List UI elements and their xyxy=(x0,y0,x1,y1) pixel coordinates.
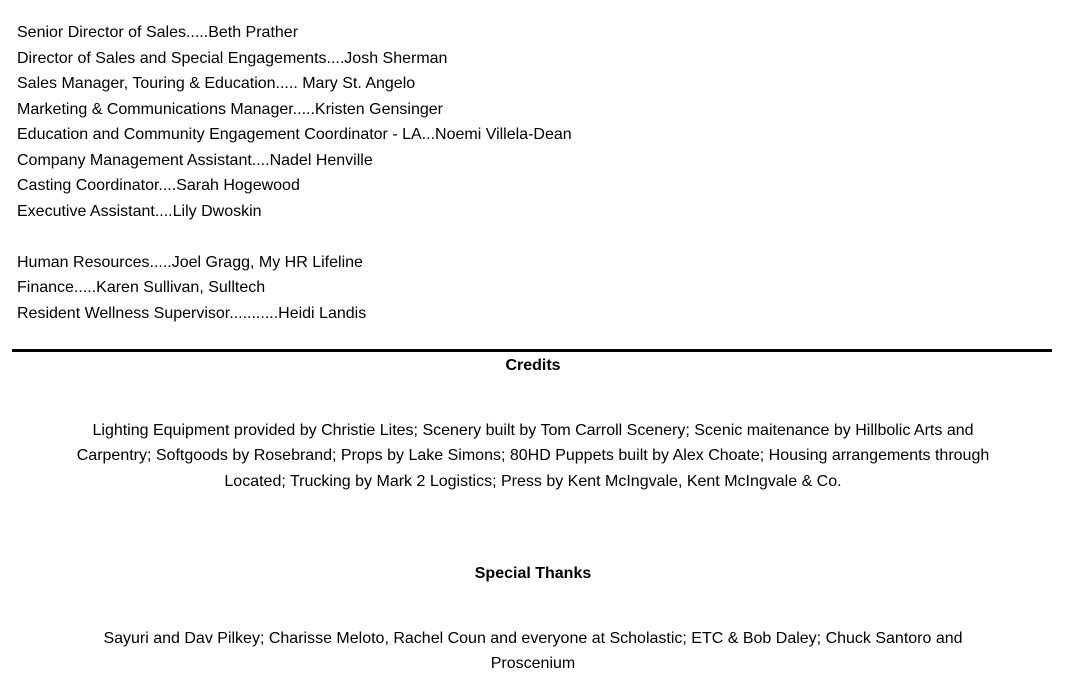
credits-paragraph-line: Located; Trucking by Mark 2 Logistics; Press by Kent McIngvale, Kent McIngvale & Co. xyxy=(224,472,842,490)
credits-paragraph xyxy=(0,418,1066,495)
admin-list-section xyxy=(0,250,1066,327)
staff-credit-line: Director of Sales and Special Engagements....Josh Sherman xyxy=(17,49,448,67)
special-thanks-line: Proscenium xyxy=(490,655,576,672)
staff-credit-line: Marketing & Communications Manager.....Kristen Gensinger xyxy=(17,100,443,118)
staff-credit-line: Sales Manager, Touring & Education..... Mary St. Angelo xyxy=(17,75,416,92)
staff-credit-line: Education and Community Engagement Coordinator - LA...Noemi Villela-Dean xyxy=(17,126,572,143)
credits-paragraph-line: Carpentry; Softgoods by Rosebrand; Props by Lake Simons; 80HD Puppets built by Alex Choate; Housing arrangements through xyxy=(76,447,990,464)
staff-credit-line: Finance.....Karen Sullivan, Sulltech xyxy=(17,279,266,296)
staff-list-section xyxy=(0,0,1066,224)
staff-credit-line: Senior Director of Sales.....Beth Prather xyxy=(17,24,299,41)
special-thanks-heading: Special Thanks xyxy=(474,564,592,582)
special-thanks-paragraph xyxy=(0,626,1066,677)
special-thanks-line: Sayuri and Dav Pilkey; Charisse Meloto, Rachel Coun and everyone at Scholastic; ETC & Bob Daley; Chuck Santoro and xyxy=(103,629,963,647)
staff-credit-line: Human Resources.....Joel Gragg, My HR Lifeline xyxy=(17,253,363,271)
credits-heading: Credits xyxy=(505,357,561,374)
staff-credit-line: Casting Coordinator....Sarah Hogewood xyxy=(17,177,300,194)
credits-paragraph-line: Lighting Equipment provided by Christie Lites; Scenery built by Tom Carroll Scenery; Scenic maitenance by Hillbolic Arts and xyxy=(92,421,974,439)
staff-credit-line: Resident Wellness Supervisor...........Heidi Landis xyxy=(17,304,367,322)
staff-credit-line: Executive Assistant....Lily Dwoskin xyxy=(17,202,262,220)
staff-credit-line: Company Management Assistant....Nadel Henville xyxy=(17,151,373,169)
section-divider xyxy=(12,349,1052,353)
